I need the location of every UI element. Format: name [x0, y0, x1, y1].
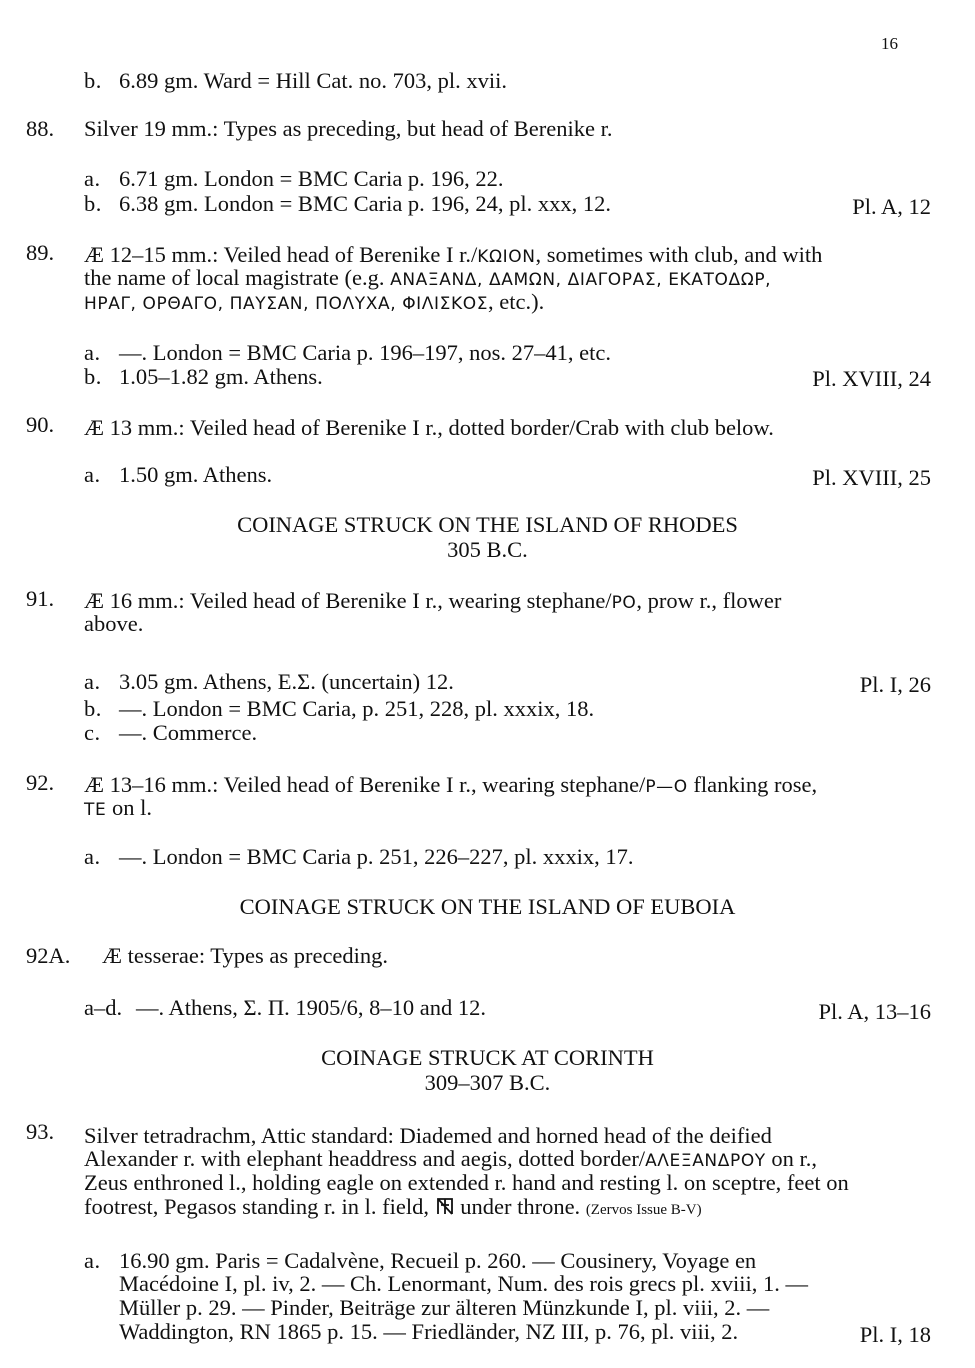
entry-description-line — [84, 773, 817, 799]
entry-description: Æ 13 mm.: Veiled head of Berenike I r., dotted border/Crab with club below. — [84, 415, 774, 440]
entry-number: 92. — [26, 770, 55, 795]
entry-text-line: Macédoine I, pl. iv, 2. — Ch. Lenormant, Num. des rois grecs pl. xviii, 1. — — [119, 1271, 809, 1296]
plate-reference: Pl. A, 12 — [852, 194, 931, 219]
plate-reference: Pl. I, 26 — [859, 672, 931, 697]
entry-label: b. — [84, 364, 102, 389]
plate-reference: Pl. I, 18 — [859, 1322, 931, 1347]
entry-label: a. — [84, 340, 101, 365]
entry-number: 91. — [26, 586, 55, 611]
zervos-note: (Zervos Issue B-V) — [585, 1202, 702, 1218]
greek-legend: ΗΡΑΓ, ΟΡΘΑΓΟ, ΠΑΥΣΑΝ, ΠΟΛΥΧΑ, ΦΙΛΙΣΚΟΣ — [84, 294, 489, 314]
entry-description-line — [84, 290, 544, 316]
text-run: the name of local magistrate (e.g. — [84, 265, 391, 290]
entry-text-line: Waddington, RN 1865 p. 15. — Friedländer, NZ III, p. 76, pl. viii, 2. — [119, 1319, 739, 1344]
text-run: Alexander r. with elephant headdress and aegis, dotted border/ — [84, 1146, 646, 1171]
entry-text: 6.38 gm. London = BMC Caria p. 196, 24, pl. xxx, 12. — [119, 191, 612, 216]
entry-description-line — [84, 796, 152, 822]
plate-reference: Pl. XVIII, 25 — [812, 465, 931, 490]
entry-label: a. — [84, 462, 101, 487]
entry-text: —. London = BMC Caria, p. 251, 228, pl. xxxix, 18. — [119, 696, 595, 721]
text-run: Æ 13–16 mm.: Veiled head of Berenike I r., wearing stephane/ — [84, 772, 646, 797]
text-run: on r., — [765, 1146, 818, 1171]
entry-text: 3.05 gm. Athens, Ε.Σ. (uncertain) 12. — [119, 669, 454, 694]
entry-description-line — [84, 266, 771, 292]
entry-description-line: Zeus enthroned l., holding eagle on extended r. hand and resting l. on sceptre, feet on — [84, 1170, 849, 1195]
entry-description-line: Silver tetradrachm, Attic standard: Diademed and horned head of the deified — [84, 1123, 772, 1148]
entry-label: a. — [84, 669, 101, 694]
plate-reference: Pl. A, 13–16 — [818, 999, 931, 1024]
entry-text: 6.89 gm. Ward = Hill Cat. no. 703, pl. xvii. — [119, 68, 507, 93]
section-date: 309–307 B.C. — [424, 1070, 551, 1095]
text-run: , etc.). — [488, 289, 545, 314]
section-heading: COINAGE STRUCK AT CORINTH — [321, 1045, 654, 1070]
greek-legend: ΡΟ — [611, 593, 637, 613]
entry-description-line — [84, 589, 781, 615]
greek-legend: Ρ—Ο — [645, 777, 688, 797]
entry-number: 89. — [26, 240, 55, 265]
entry-description: Æ tesserae: Types as preceding. — [102, 943, 389, 968]
greek-legend: ΑΛΕΞΑΝΔΡΟΥ — [645, 1151, 766, 1171]
greek-legend: ΤΕ — [84, 800, 107, 820]
text-run: Æ 12–15 mm.: Veiled head of Berenike I r./ — [84, 242, 478, 267]
text-run: footrest, Pegasos standing r. in l. field, — [84, 1194, 435, 1219]
section-date: 305 B.C. — [447, 537, 528, 562]
entry-number: 92A. — [26, 943, 71, 968]
entry-number: 93. — [26, 1119, 55, 1144]
entry-description-line — [84, 1195, 702, 1222]
monogram-icon — [435, 1196, 455, 1216]
page-number: 16 — [881, 34, 898, 53]
entry-label: b. — [84, 696, 102, 721]
entry-text: —. London = BMC Caria p. 251, 226–227, pl. xxxix, 17. — [119, 844, 634, 869]
entry-text: 1.05–1.82 gm. Athens. — [119, 364, 323, 389]
entry-description: Silver 19 mm.: Types as preceding, but head of Berenike r. — [84, 116, 613, 141]
entry-text-line: 16.90 gm. Paris = Cadalvène, Recueil p. 260. — Cousinery, Voyage en — [119, 1248, 757, 1273]
text-run: , sometimes with club, and with — [535, 242, 823, 267]
entry-label: b. — [84, 68, 102, 93]
text-run: on l. — [106, 795, 152, 820]
greek-legend: ΚΩΙΟΝ — [477, 247, 536, 267]
entry-description-line: above. — [84, 611, 144, 636]
entry-label: b. — [84, 191, 102, 216]
text-run: Æ 16 mm.: Veiled head of Berenike I r., wearing stephane/ — [84, 588, 612, 613]
entry-text: 6.71 gm. London = BMC Caria p. 196, 22. — [119, 166, 504, 191]
plate-reference: Pl. XVIII, 24 — [812, 366, 931, 391]
entry-text: —. Athens, Σ. Π. 1905/6, 8–10 and 12. — [136, 995, 486, 1020]
entry-label: c. — [84, 720, 101, 745]
entry-number: 90. — [26, 412, 55, 437]
text-run: under throne. — [454, 1194, 581, 1219]
entry-label: a. — [84, 166, 101, 191]
greek-legend: ΑΝΑΞΑΝΔ, ΔΑΜΩΝ, ΔΙΑΓΟΡΑΣ, ΕΚΑΤΟΔΩΡ, — [390, 270, 772, 290]
entry-label: a. — [84, 1248, 101, 1273]
entry-number: 88. — [26, 116, 55, 141]
entry-label: a. — [84, 844, 101, 869]
section-heading: COINAGE STRUCK ON THE ISLAND OF RHODES — [237, 512, 738, 537]
entry-text-line: Müller p. 29. — Pinder, Beiträge zur älteren Münzkunde I, pl. viii, 2. — — [119, 1295, 770, 1320]
entry-text: 1.50 gm. Athens. — [119, 462, 273, 487]
entry-label: a–d. — [84, 995, 123, 1020]
entry-text: —. London = BMC Caria p. 196–197, nos. 27–41, etc. — [119, 340, 612, 365]
text-run: , prow r., flower — [636, 588, 782, 613]
text-run: flanking rose, — [687, 772, 818, 797]
entry-text: —. Commerce. — [119, 720, 258, 745]
section-heading: COINAGE STRUCK ON THE ISLAND OF EUBOIA — [239, 894, 736, 919]
